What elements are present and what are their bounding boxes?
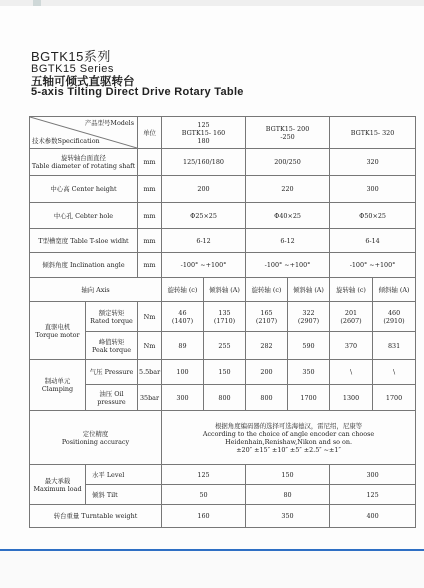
tilt-load-row — [30, 485, 416, 505]
positioning-row — [30, 411, 416, 465]
tilt-label: 倾斜 Tilt — [86, 485, 162, 505]
diameter-v2: 200/250 — [246, 149, 330, 176]
positioning-en: Positioning accuracy — [61, 437, 130, 446]
air-v5: \ — [330, 360, 373, 385]
model2-header: BGTK15- 200 -250 — [246, 117, 330, 149]
oil-v2: 800 — [204, 385, 246, 411]
incl-unit: mm — [138, 253, 162, 278]
peak-v4: 590 — [288, 332, 330, 360]
models-label: 产品型号Models — [84, 119, 134, 127]
diameter-label — [30, 149, 138, 176]
product-name-cn: 五轴可倾式直驱转台 — [31, 74, 135, 89]
spec-label: 技术参数Specification — [32, 137, 100, 145]
torque-motor-cn: 直驱电机 — [44, 322, 71, 331]
peak-unit: Nm — [138, 332, 162, 360]
axis-a-2: 倾斜轴 (A) — [288, 278, 330, 302]
maxload-en: Maximum load — [33, 484, 82, 493]
air-v4: 350 — [288, 360, 330, 385]
oil-v4: 1700 — [288, 385, 330, 411]
air-label: 气压 Pressure — [86, 360, 138, 385]
model-cn: BGTK15系列 — [31, 49, 111, 64]
rated-v3: 165 (2107) — [246, 302, 288, 332]
axis-a-3: 倾斜轴 (A) — [373, 278, 416, 302]
tilt-v3: 125 — [330, 485, 416, 505]
diameter-v3: 320 — [330, 149, 416, 176]
oil-label: 油压 Oil pressure — [86, 385, 138, 411]
peak-v5: 370 — [330, 332, 373, 360]
unit-header: 单位 — [138, 117, 162, 149]
oil-pressure-row — [30, 385, 416, 411]
oil-v3: 800 — [246, 385, 288, 411]
rated-v1: 46 (1407) — [162, 302, 204, 332]
diameter-v1: 125/160/180 — [162, 149, 246, 176]
footer-area — [0, 551, 424, 588]
model1-header: 125 BGTK15- 160 180 — [162, 117, 246, 149]
diameter-label-cn: 旋转轴台面直径 — [61, 154, 106, 162]
incl-label: 倾斜角度 Inclination angle — [30, 253, 138, 278]
incl-v3: -100° ~+100° — [330, 253, 416, 278]
horizontal-v1: 125 — [162, 465, 246, 485]
spec-table — [29, 116, 416, 528]
tslot-row — [30, 229, 416, 253]
air-v1: 100 — [162, 360, 204, 385]
diameter-row — [30, 149, 416, 176]
air-v3: 200 — [246, 360, 288, 385]
rated-torque-row — [30, 302, 416, 332]
axis-a-1: 倾斜轴 (A) — [204, 278, 246, 302]
tslot-label: T型槽宽度 Table T-sloe widht — [30, 229, 138, 253]
tslot-v2: 6-12 — [246, 229, 330, 253]
diameter-label-en: Table diameter of rotating shaft — [31, 162, 136, 170]
center-hole-v3: Φ50×25 — [330, 203, 416, 229]
positioning-text: 根据角度编码器的选择可选海德汉，雷尼绍，尼康等 According to the choice of angle encoder can choose Heidenhain,Renishaw,Nikon and so on. ±20″ ±15″ ±10″ ±5″ ±2.5″ ~±1″ — [162, 411, 416, 465]
model-en: BGTK15 Series — [31, 62, 114, 75]
tilt-v1: 50 — [162, 485, 246, 505]
maxload-cn: 最大承载 — [44, 476, 71, 485]
center-height-v3: 300 — [330, 176, 416, 203]
clamping-en: Clamping — [41, 385, 74, 393]
peak-v2: 255 — [204, 332, 246, 360]
peak-cn: 峰值转矩 — [98, 337, 125, 346]
rated-unit: Nm — [138, 302, 162, 332]
air-v2: 150 — [204, 360, 246, 385]
oil-v6: 1700 — [373, 385, 416, 411]
rated-torque-label — [86, 302, 138, 332]
center-hole-row — [30, 203, 416, 229]
diameter-unit: mm — [138, 149, 162, 176]
horizontal-v2: 150 — [246, 465, 330, 485]
center-height-v2: 220 — [246, 176, 330, 203]
incl-v2: -100° ~+100° — [246, 253, 330, 278]
oil-v5: 1300 — [330, 385, 373, 411]
header-row — [30, 117, 416, 149]
torque-motor-label — [30, 302, 86, 360]
center-hole-v1: Φ25×25 — [162, 203, 246, 229]
air-pressure-row — [30, 360, 416, 385]
rated-v2: 135 (1710) — [204, 302, 246, 332]
axis-c-2: 旋转轴 (c) — [246, 278, 288, 302]
weight-v1: 160 — [162, 505, 246, 528]
weight-label: 转台重量 Turntable weight — [30, 505, 162, 528]
title-block — [31, 50, 244, 99]
maxload-label — [30, 465, 86, 505]
peak-torque-row — [30, 332, 416, 360]
center-hole-v2: Φ40×25 — [246, 203, 330, 229]
scan-mark — [33, 0, 41, 6]
tslot-unit: mm — [138, 229, 162, 253]
center-height-label: 中心高 Center height — [30, 176, 138, 203]
center-height-unit: mm — [138, 176, 162, 203]
incl-row — [30, 253, 416, 278]
center-hole-label: 中心孔 Cebter hole — [30, 203, 138, 229]
scan-top-edge — [0, 0, 424, 6]
rated-en: Rated torque — [90, 316, 133, 325]
peak-v3: 282 — [246, 332, 288, 360]
positioning-cn: 定位精度 — [82, 429, 109, 438]
tslot-v1: 6-12 — [162, 229, 246, 253]
center-height-row — [30, 176, 416, 203]
horizontal-load-row — [30, 465, 416, 485]
axis-row — [30, 278, 416, 302]
weight-v2: 350 — [246, 505, 330, 528]
center-height-v1: 200 — [162, 176, 246, 203]
air-unit: 5.5bar — [138, 360, 162, 385]
peak-v1: 89 — [162, 332, 204, 360]
clamping-label — [30, 360, 86, 411]
rated-cn: 额定转矩 — [98, 308, 125, 317]
clamping-cn: 制动单元 — [44, 377, 71, 385]
rated-v5: 201 (2607) — [330, 302, 373, 332]
air-v6: \ — [373, 360, 416, 385]
torque-motor-en: Torque motor — [35, 330, 80, 339]
peak-v6: 831 — [373, 332, 416, 360]
rated-v4: 322 (2907) — [288, 302, 330, 332]
weight-v3: 400 — [330, 505, 416, 528]
axis-c-1: 旋转轴 (c) — [162, 278, 204, 302]
peak-en: Peak torque — [92, 345, 131, 354]
center-hole-unit: mm — [138, 203, 162, 229]
model3-header: BGTK15- 320 — [330, 117, 416, 149]
oil-unit: 35bar — [138, 385, 162, 411]
axis-label: 轴向 Axis — [30, 278, 162, 302]
horizontal-label: 水平 Level — [86, 465, 162, 485]
axis-c-3: 旋转轴 (c) — [330, 278, 373, 302]
tilt-v2: 80 — [246, 485, 330, 505]
tslot-v3: 6-14 — [330, 229, 416, 253]
product-name-en: 5-axis Tilting Direct Drive Rotary Table — [31, 86, 244, 99]
horizontal-v3: 300 — [330, 465, 416, 485]
incl-v1: -100° ~+100° — [162, 253, 246, 278]
rated-v6: 460 (2910) — [373, 302, 416, 332]
oil-v1: 300 — [162, 385, 204, 411]
header-diagonal-cell — [30, 117, 138, 149]
weight-row — [30, 505, 416, 528]
positioning-label — [30, 411, 162, 465]
peak-torque-label — [86, 332, 138, 360]
